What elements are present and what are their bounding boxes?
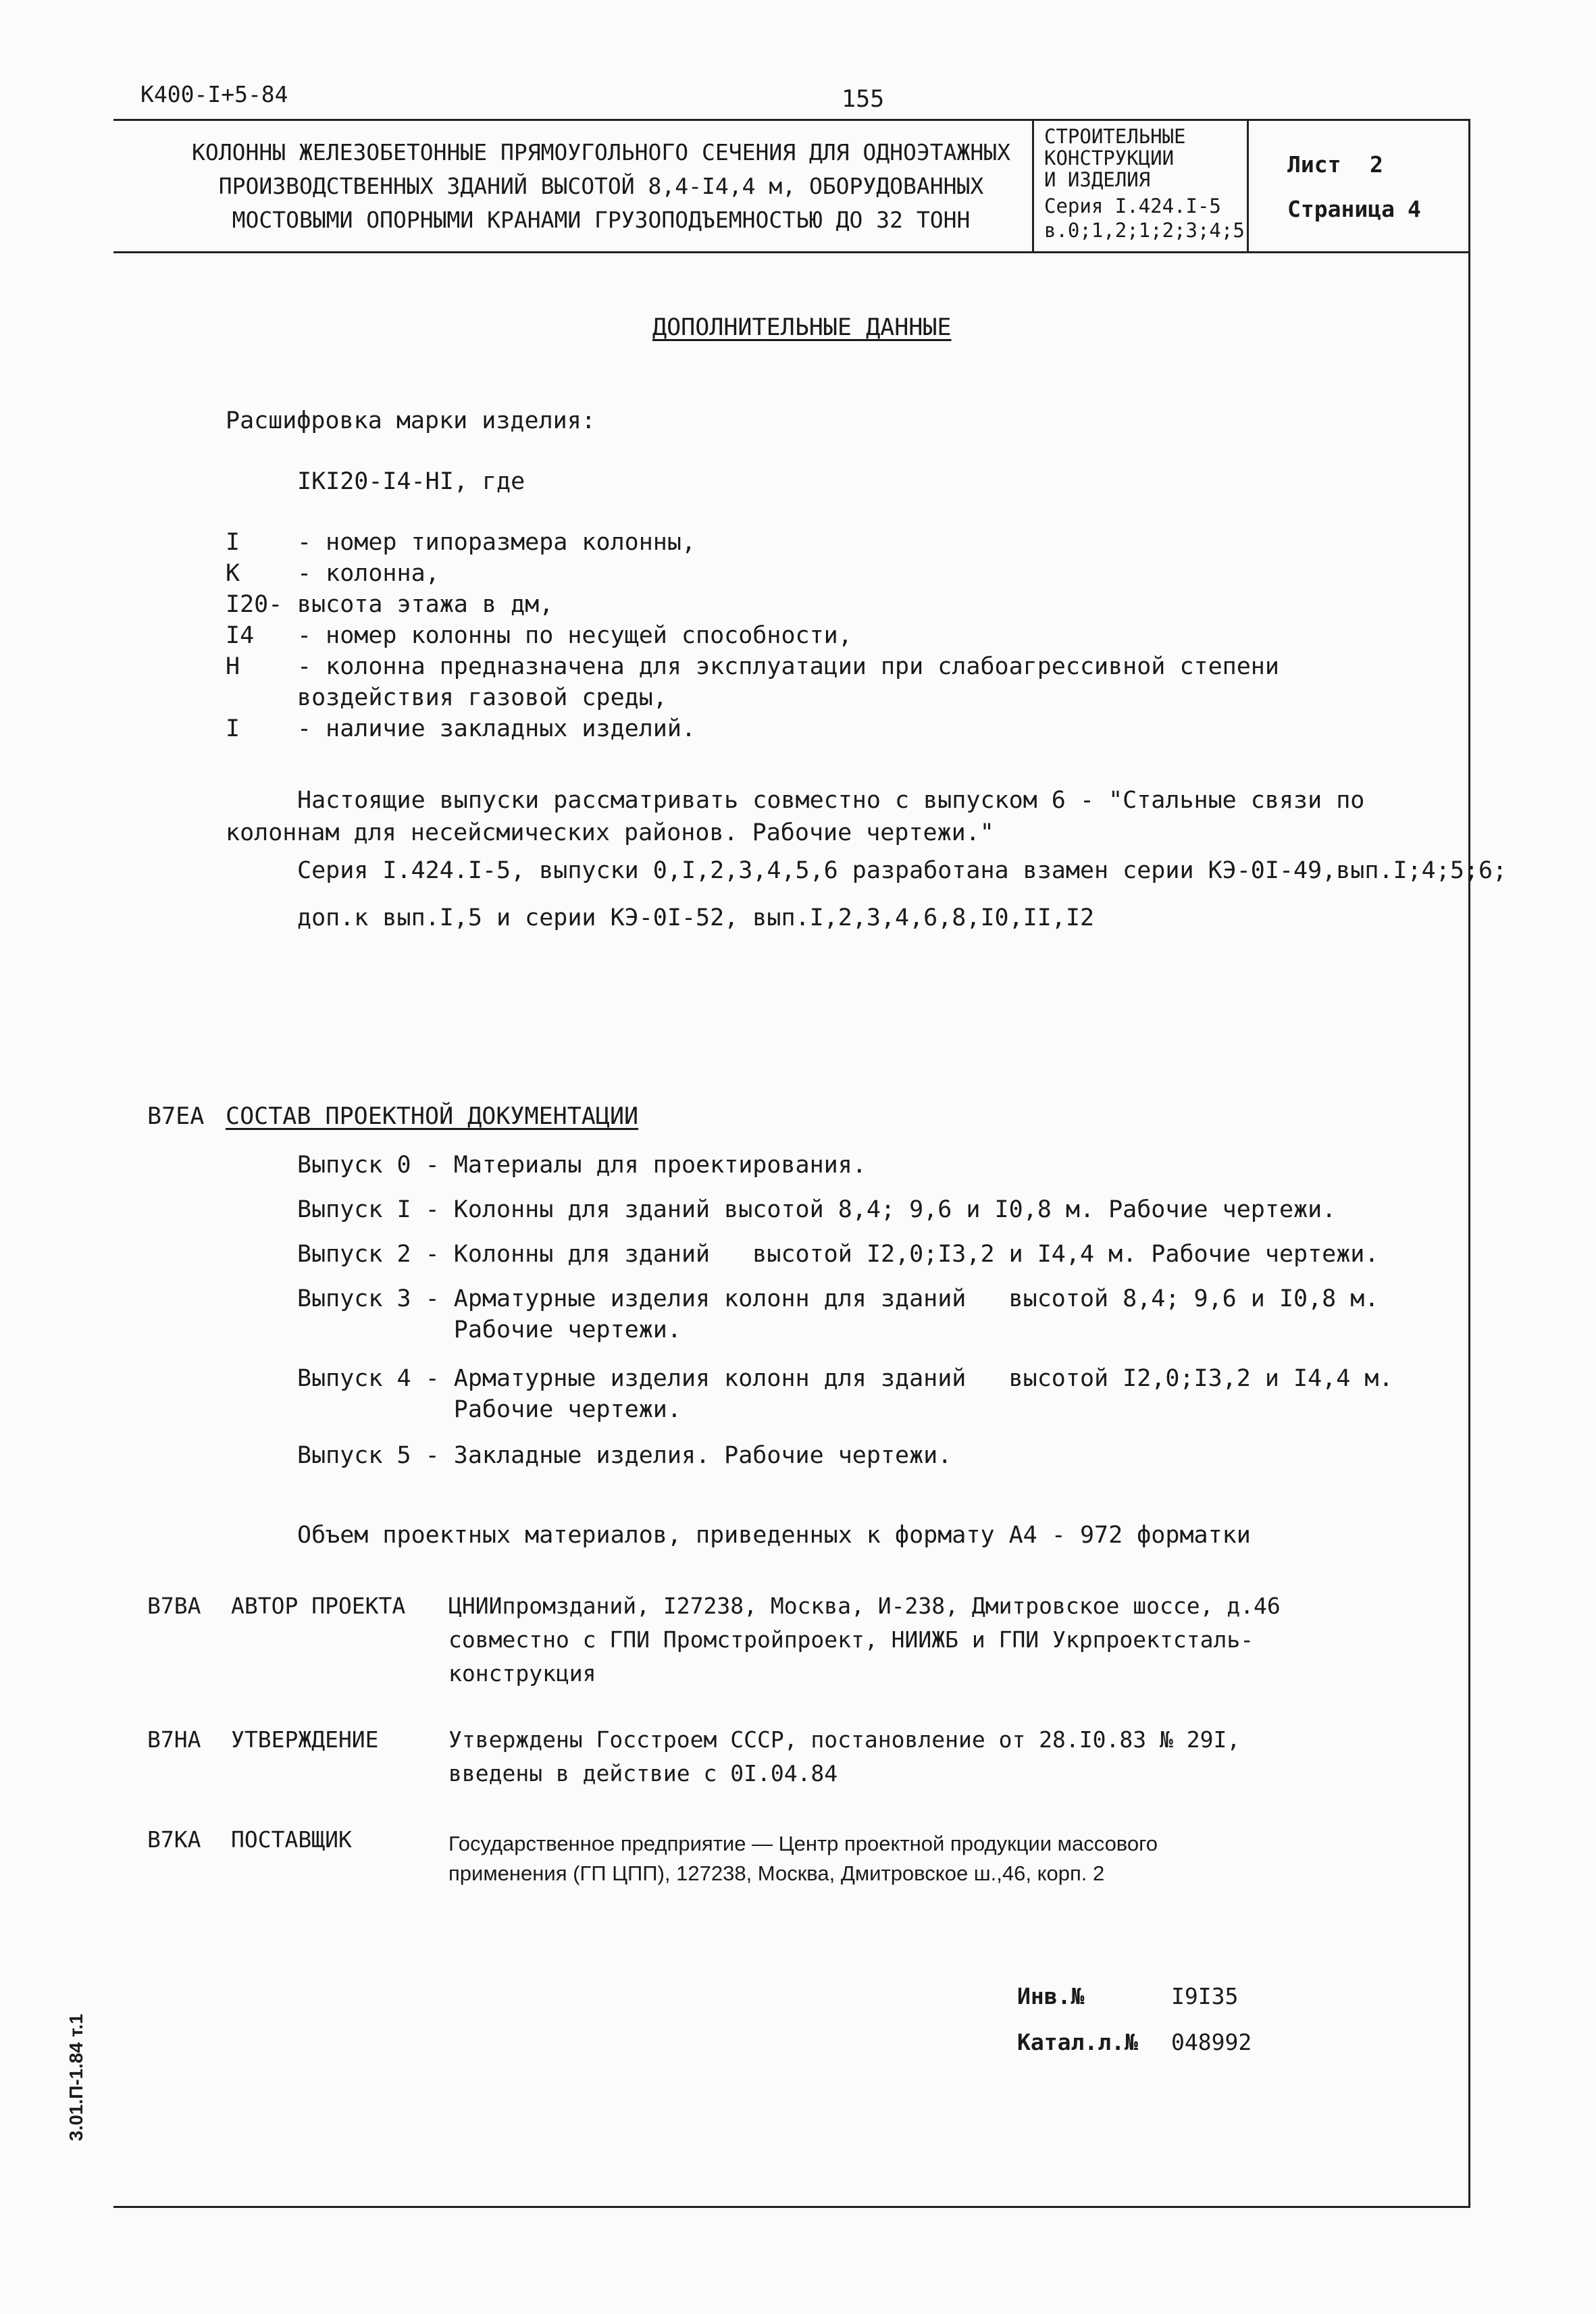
approval-label: УТВЕРЖДЕНИЕ: [231, 1726, 379, 1753]
approval-code: В7НА: [147, 1726, 201, 1753]
decoding-intro: Расшифровка марки изделия:: [226, 407, 596, 434]
category-line-2: КОНСТРУКЦИИ: [1044, 147, 1175, 170]
note-line-4: доп.к вып.I,5 и серии КЭ-0I-52, вып.I,2,3,4,6,8,I0,II,I2: [297, 904, 1095, 931]
composition-item-4: Выпуск 4 - Арматурные изделия колонн для зданий высотой I2,0;I3,2 и I4,4 м.: [297, 1365, 1393, 1392]
title-line-2: ПРОИЗВОДСТВЕННЫХ ЗДАНИЙ ВЫСОТОЙ 8,4-I4,4 м, ОБОРУДОВАННЫХ: [218, 173, 984, 199]
catalog-label: Катал.л.№: [1017, 2029, 1138, 2055]
title-line-3: МОСТОВЫМИ ОПОРНЫМИ КРАНАМИ ГРУЗОПОДЪЕМНОСТЬЮ ДО 32 ТОНН: [232, 207, 971, 233]
section-title: ДОПОЛНИТЕЛЬНЫЕ ДАННЫЕ: [652, 314, 952, 341]
category-line-1: СТРОИТЕЛЬНЫЕ: [1044, 125, 1186, 148]
author-code: В7ВА: [147, 1593, 201, 1619]
title-block-top-rule: [113, 119, 1470, 121]
decoding-text-3: высота этажа в дм,: [297, 591, 554, 618]
author-line-2: совместно с ГПИ Промстройпроект, НИИЖБ и ГПИ Укрпроектсталь-: [448, 1626, 1254, 1653]
page-label: Страница: [1287, 196, 1395, 222]
page-number: 155: [842, 86, 885, 113]
author-label: АВТОР ПРОЕКТА: [231, 1593, 406, 1619]
supplier-line-2: применения (ГП ЦПП), 127238, Москва, Дмитровское ш.,46, корп. 2: [448, 1861, 1105, 1885]
inventory-value: I9I35: [1171, 1983, 1239, 2009]
side-stamp: 3.01.П-1.84 т.1: [66, 2013, 86, 2141]
author-line-1: ЦНИИпромзданий, I27238, Москва, И-238, Дмитровское шоссе, д.46: [448, 1593, 1281, 1619]
title-line-1: КОЛОННЫ ЖЕЛЕЗОБЕТОННЫЕ ПРЯМОУГОЛЬНОГО СЕЧЕНИЯ ДЛЯ ОДНОЭТАЖНЫХ: [192, 139, 1010, 165]
author-line-3: конструкция: [448, 1660, 596, 1687]
approval-line-2: введены в действие с 0I.04.84: [448, 1760, 838, 1786]
issues-label: в.0;1,2;1;2;3;4;5: [1044, 219, 1245, 242]
title-block-bottom-rule: [113, 251, 1470, 253]
composition-title: СОСТАВ ПРОЕКТНОЙ ДОКУМЕНТАЦИИ: [226, 1103, 639, 1130]
composition-code: В7ЕА: [147, 1103, 205, 1130]
decoding-text-7: - наличие закладных изделий.: [297, 715, 696, 742]
decoding-mark: IКI20-I4-НI, где: [297, 468, 525, 495]
composition-item-5: Выпуск 5 - Закладные изделия. Рабочие чертежи.: [297, 1442, 952, 1469]
page-value: 4: [1408, 196, 1421, 222]
supplier-label: ПОСТАВЩИК: [231, 1826, 352, 1853]
supplier-line-1: Государственное предприятие — Центр проектной продукции массового: [448, 1832, 1158, 1855]
decoding-text-6: воздействия газовой среды,: [297, 684, 667, 711]
note-line-2: колоннам для несейсмических районов. Рабочие чертежи.": [226, 819, 994, 846]
composition-item-3b: Рабочие чертежи.: [297, 1316, 681, 1343]
decoding-text-1: - номер типоразмера колонны,: [297, 529, 696, 556]
inventory-label: Инв.№: [1017, 1983, 1085, 2009]
decoding-code-5: Н: [226, 653, 240, 680]
category-line-3: И ИЗДЕЛИЯ: [1044, 168, 1151, 191]
note-line-3: Серия I.424.I-5, выпуски 0,I,2,3,4,5,6 разработана взамен серии КЭ-0I-49,вып.I;4;5;6;: [297, 857, 1508, 884]
title-block-divider-1: [1032, 119, 1034, 253]
approval-line-1: Утверждены Госстроем СССР, постановление от 28.I0.83 № 29I,: [448, 1726, 1241, 1753]
decoding-text-5: - колонна предназначена для эксплуатации при слабоагрессивной степени: [297, 653, 1279, 680]
composition-item-4b: Рабочие чертежи.: [297, 1396, 681, 1423]
decoding-code-4: I4: [226, 622, 255, 649]
supplier-code: В7КА: [147, 1826, 201, 1853]
decoding-code-3: I20-: [226, 591, 283, 618]
composition-item-3: Выпуск 3 - Арматурные изделия колонн для зданий высотой 8,4; 9,6 и I0,8 м.: [297, 1285, 1379, 1312]
composition-volume: Объем проектных материалов, приведенных к формату А4 - 972 форматки: [297, 1522, 1251, 1549]
decoding-text-4: - номер колонны по несущей способности,: [297, 622, 852, 649]
decoding-code-2: К: [226, 560, 240, 587]
decoding-code-1: I: [226, 529, 240, 556]
sheet-value: 2: [1370, 151, 1383, 178]
decoding-text-2: - колонна,: [297, 560, 440, 587]
note-line-1: Настоящие выпуски рассматривать совместно с выпуском 6 - "Стальные связи по: [297, 787, 1365, 814]
series-label: Серия I.424.I-5: [1044, 195, 1221, 217]
decoding-code-7: I: [226, 715, 240, 742]
document-code: К400-I+5-84: [140, 81, 288, 107]
composition-item-2: Выпуск 2 - Колонны для зданий высотой I2,0;I3,2 и I4,4 м. Рабочие чертежи.: [297, 1241, 1379, 1268]
title-block-divider-2: [1247, 119, 1249, 253]
composition-item-0: Выпуск 0 - Материалы для проектирования.: [297, 1152, 867, 1179]
sheet-label: Лист: [1287, 151, 1341, 178]
catalog-value: 048992: [1171, 2029, 1252, 2055]
composition-item-1: Выпуск I - Колонны для зданий высотой 8,4; 9,6 и I0,8 м. Рабочие чертежи.: [297, 1196, 1337, 1223]
